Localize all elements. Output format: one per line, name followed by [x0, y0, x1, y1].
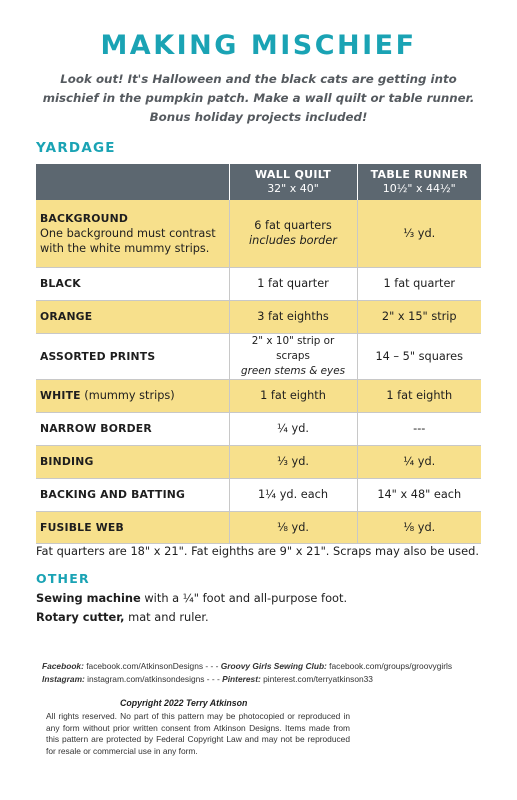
table-runner-cell: 1 fat quarter	[357, 267, 481, 300]
intro-line: mischief in the pumpkin patch. Make a wall quilt or table runner.	[42, 91, 475, 105]
material-sub: (mummy strips)	[80, 389, 175, 402]
table-runner-cell: 1 fat eighth	[357, 379, 481, 412]
material-name: NARROW BORDER	[40, 422, 152, 435]
copyright-title: Copyright 2022 Terry Atkinson	[120, 698, 248, 708]
pinterest-link[interactable]: pinterest.com/terryatkinson33	[260, 674, 373, 684]
table-runner-cell: 14 – 5" squares	[357, 333, 481, 379]
material-cell	[36, 267, 229, 300]
table-row	[36, 511, 481, 543]
table-row	[36, 445, 481, 478]
table-runner-cell: ¼ yd.	[357, 445, 481, 478]
material-note: One background must contrast with the white mummy strips.	[40, 226, 216, 255]
facebook-label: Facebook:	[42, 661, 84, 671]
header-material	[36, 164, 229, 200]
yardage-heading: YARDAGE	[36, 140, 116, 156]
material-name: ASSORTED PRINTS	[40, 349, 156, 363]
table-runner-cell: ⅛ yd.	[357, 511, 481, 543]
wall-quilt-cell: ⅓ yd.	[229, 445, 357, 478]
table-row	[36, 300, 481, 333]
social-line	[42, 673, 452, 686]
material-name: BINDING	[40, 455, 94, 468]
supply-name: Sewing machine	[36, 591, 141, 605]
table-runner-cell: 2" x 15" strip	[357, 300, 481, 333]
material-cell	[36, 300, 229, 333]
wall-quilt-cell: 1 fat eighth	[229, 379, 357, 412]
social-links	[42, 660, 452, 686]
supply-detail: mat and ruler.	[124, 610, 209, 624]
wall-quilt-note: green stems & eyes	[240, 364, 345, 377]
table-runner-cell: 14" x 48" each	[357, 478, 481, 511]
supply-name: Rotary cutter,	[36, 610, 125, 624]
yardage-table	[36, 164, 481, 544]
supply-line	[36, 608, 347, 627]
wall-quilt-cell: ⅛ yd.	[229, 511, 357, 543]
material-name: ORANGE	[40, 310, 93, 323]
facebook-link[interactable]: facebook.com/AtkinsonDesigns - - -	[83, 661, 221, 671]
pinterest-label: Pinterest:	[222, 674, 261, 684]
table-row	[36, 333, 481, 379]
table-row	[36, 412, 481, 445]
intro-text	[30, 70, 487, 127]
page-title: MAKING MISCHIEF	[100, 30, 417, 61]
header-table-runner	[357, 164, 481, 200]
table-row	[36, 267, 481, 300]
group-label: Groovy Girls Sewing Club:	[220, 661, 327, 671]
social-line	[42, 660, 452, 673]
supply-line	[36, 589, 347, 608]
intro-line: Look out! It's Halloween and the black cats are getting into	[60, 72, 457, 86]
table-runner-cell: ⅓ yd.	[357, 200, 481, 267]
material-cell	[36, 511, 229, 543]
table-row	[36, 200, 481, 267]
header-wall-quilt-name: WALL QUILT	[254, 168, 332, 181]
instagram-label: Instagram:	[42, 674, 85, 684]
instagram-link[interactable]: instagram.com/atkinsondesigns - - -	[84, 674, 223, 684]
header-table-runner-size: 10½" x 44½"	[382, 182, 456, 195]
wall-quilt-cell: 3 fat eighths	[229, 300, 357, 333]
material-cell	[36, 478, 229, 511]
header-wall-quilt	[229, 164, 357, 200]
material-cell	[36, 200, 229, 267]
wall-quilt-cell: 1 fat quarter	[229, 267, 357, 300]
group-link[interactable]: facebook.com/groups/groovygirls	[326, 661, 453, 671]
supply-detail: with a ¼" foot and all-purpose foot.	[140, 591, 348, 605]
wall-quilt-cell: ¼ yd.	[229, 412, 357, 445]
material-cell	[36, 379, 229, 412]
copyright-text: All rights reserved. No part of this pattern may be photocopied or reproduced in any form without prior written consent from Atkinson Designs. Items made from this pattern are protected by Federal Copyright Law and may not be reproduced for resale or commercial use in any form.	[46, 711, 350, 756]
wall-quilt-cell: 1¼ yd. each	[229, 478, 357, 511]
material-name: BLACK	[40, 277, 81, 290]
table-runner-cell: ---	[357, 412, 481, 445]
material-cell	[36, 333, 229, 379]
table-row	[36, 478, 481, 511]
material-name: BACKING AND BATTING	[40, 488, 186, 501]
wall-quilt-cell	[229, 200, 357, 267]
wall-quilt-cell	[229, 333, 357, 379]
wall-quilt-value: 6 fat quarters	[254, 219, 332, 233]
material-name: BACKGROUND	[40, 211, 128, 225]
fat-quarter-note: Fat quarters are 18" x 21". Fat eighths are 9" x 21". Scraps may also be used.	[36, 544, 479, 558]
material-name: WHITE	[40, 389, 81, 402]
intro-line: Bonus holiday projects included!	[149, 110, 368, 124]
other-supplies	[36, 589, 347, 627]
header-wall-quilt-size: 32" x 40"	[267, 182, 319, 195]
material-cell	[36, 445, 229, 478]
material-cell	[36, 412, 229, 445]
wall-quilt-note: includes border	[249, 234, 337, 248]
material-name: FUSIBLE WEB	[40, 520, 124, 534]
wall-quilt-value: 2" x 10" strip or scraps	[251, 334, 335, 362]
other-heading: OTHER	[36, 571, 90, 586]
table-row	[36, 379, 481, 412]
table-header-row	[36, 164, 481, 200]
header-table-runner-name: TABLE RUNNER	[370, 168, 468, 181]
